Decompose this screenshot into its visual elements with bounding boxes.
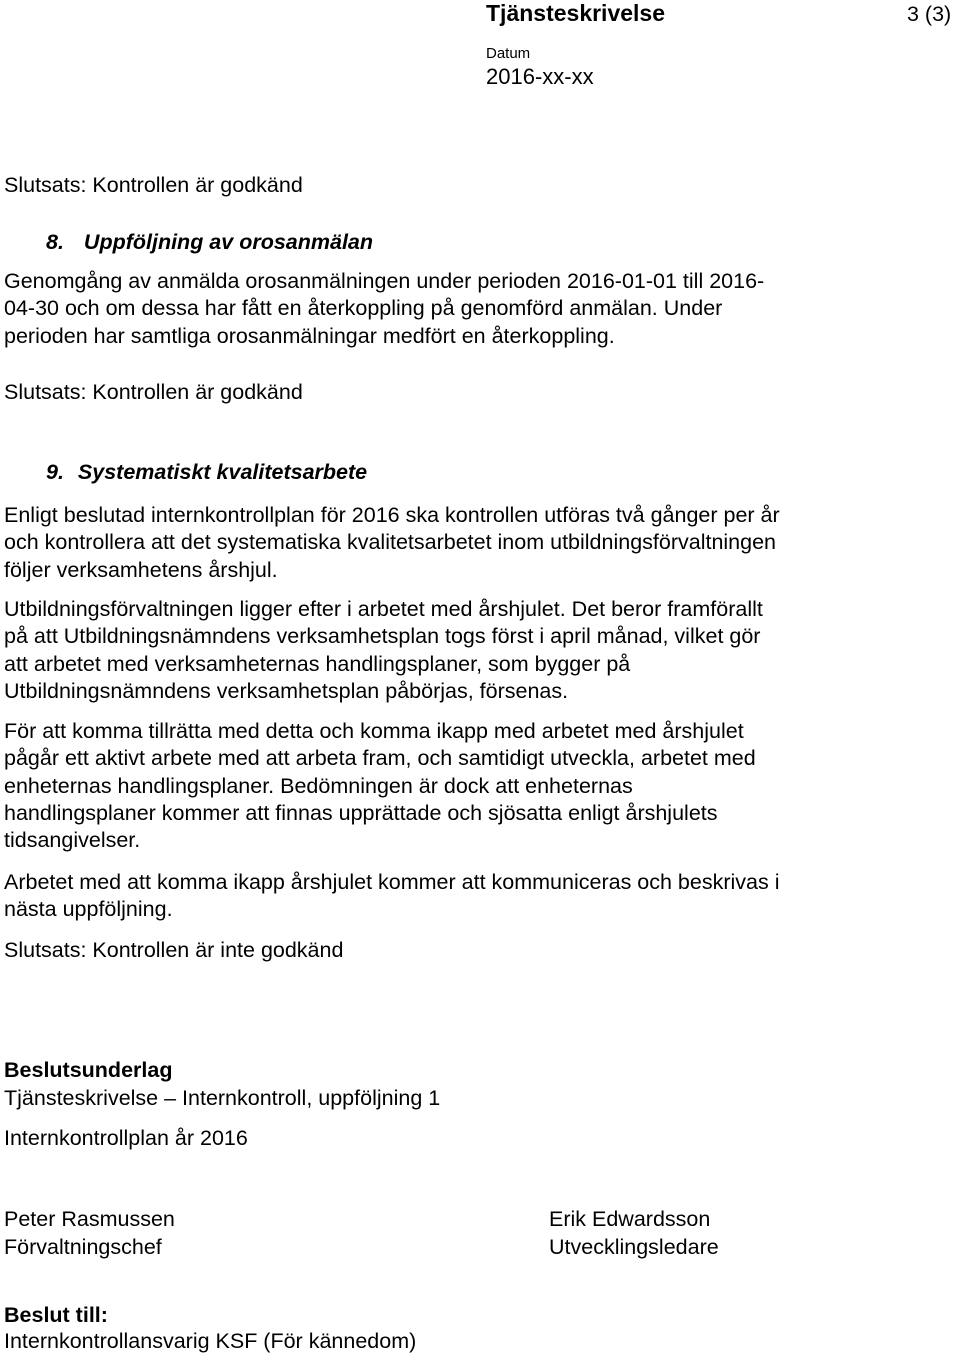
- decision-to-recipient: Internkontrollansvarig KSF (För kännedom): [4, 1329, 417, 1353]
- text-line: Enligt beslutad internkontrollplan för 2016 ska kontrollen utföras två gånger per år: [4, 503, 780, 527]
- section-8-paragraph: [4, 268, 764, 350]
- text-line: 04-30 och om dessa har fått en återkoppling på genomförd anmälan. Under: [4, 296, 723, 321]
- section-9-paragraph-4: [4, 869, 780, 924]
- text-line: pågår ett aktivt arbete med att arbeta fram, och samtidigt utveckla, arbetet med: [4, 746, 756, 771]
- conclusion-section-9: Slutsats: Kontrollen är inte godkänd: [4, 938, 344, 962]
- text-line: handlingsplaner kommer att finnas upprättade och sjösatta enligt årshjulets: [4, 800, 718, 825]
- section-8-number: 8.: [46, 230, 64, 254]
- text-line: nästa uppföljning.: [4, 897, 173, 922]
- page-number: 3 (3): [907, 2, 952, 26]
- section-9-paragraph-2: [4, 596, 763, 705]
- section-9-title: Systematiskt kvalitetsarbete: [77, 460, 368, 484]
- text-line: Arbetet med att komma ikapp årshjulet kommer att kommuniceras och beskrivas i: [4, 870, 780, 894]
- decision-basis-item: Tjänsteskrivelse – Internkontroll, uppföljning 1: [4, 1086, 441, 1110]
- signature-block: [549, 1206, 719, 1261]
- date-label: Datum: [486, 45, 531, 62]
- conclusion-section-8: Slutsats: Kontrollen är godkänd: [4, 380, 303, 404]
- section-9-number: 9.: [46, 460, 64, 484]
- text-line: För att komma tillrätta med detta och komma ikapp med arbetet med årshjulet: [4, 719, 744, 743]
- text-line: att arbetet med verksamheternas handlingsplaner, som bygger på: [4, 651, 631, 676]
- decision-basis-heading: Beslutsunderlag: [4, 1058, 173, 1082]
- date-value: 2016-xx-xx: [486, 64, 594, 89]
- section-9-paragraph-1: [4, 502, 780, 584]
- decision-basis-item: Internkontrollplan år 2016: [4, 1126, 248, 1150]
- text-line: och kontrollera att det systematiska kvalitetsarbetet inom utbildningsförvaltningen: [4, 530, 777, 555]
- decision-to-heading: Beslut till:: [4, 1303, 108, 1327]
- section-9-paragraph-3: [4, 718, 756, 854]
- text-line: tidsangivelser.: [4, 828, 141, 853]
- section-8-heading: [46, 229, 373, 256]
- text-line: på att Utbildningsnämndens verksamhetsplan togs först i april månad, vilket gör: [4, 624, 761, 649]
- signature-title: Utvecklingsledare: [549, 1235, 719, 1259]
- text-line: Utbildningsförvaltningen ligger efter i arbetet med årshjulet. Det beror framförallt: [4, 597, 763, 621]
- text-line: Genomgång av anmälda orosanmälningen under perioden 2016-01-01 till 2016-: [4, 269, 765, 293]
- text-line: Utbildningsnämndens verksamhetsplan påbörjas, försenas.: [4, 678, 569, 703]
- conclusion-section-7: Slutsats: Kontrollen är godkänd: [4, 173, 303, 197]
- signature-block: [4, 1206, 175, 1261]
- text-line: enheternas handlingsplaner. Bedömningen är dock att enheternas: [4, 773, 633, 798]
- section-9-heading: [46, 459, 367, 486]
- signature-title: Förvaltningschef: [4, 1235, 162, 1259]
- text-line: perioden har samtliga orosanmälningar medfört en återkoppling.: [4, 323, 615, 348]
- text-line: följer verksamhetens årshjul.: [4, 557, 278, 582]
- section-8-title: Uppföljning av orosanmälan: [83, 230, 374, 254]
- document-title: Tjänsteskrivelse: [486, 0, 666, 26]
- signature-name: Peter Rasmussen: [4, 1207, 175, 1231]
- signature-name: Erik Edwardsson: [549, 1207, 711, 1231]
